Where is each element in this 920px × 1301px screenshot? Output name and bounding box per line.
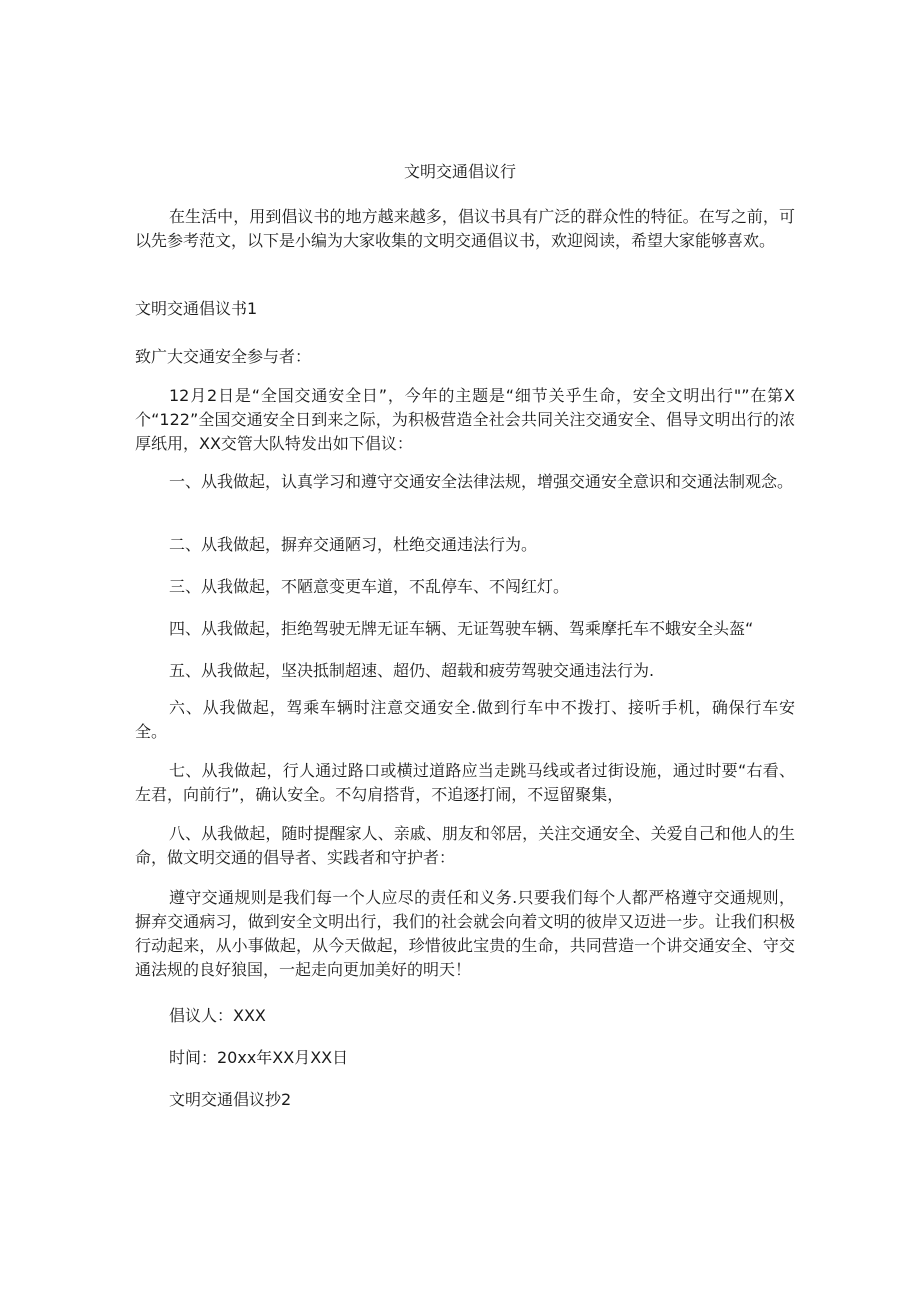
item-2: 二、从我做起，摒弃交通陋习，杜绝交通违法行为。 — [169, 535, 538, 554]
document-title: 文明交通倡议行 — [403, 162, 516, 181]
section-heading-2: 文明交通倡议抄2 — [169, 1090, 292, 1109]
signer: 倡议人：XXX — [169, 1006, 266, 1025]
item-4: 四、从我做起，拒绝驾驶无牌无证车辆、无证驾驶车辆、驾乘摩托车不蛾安全头盔“ — [169, 619, 754, 638]
date: 时间：20xx年XX月XX日 — [169, 1048, 349, 1067]
salutation: 致广大交通安全参与者： — [135, 347, 312, 366]
section-heading-1: 文明交通倡议书1 — [135, 299, 258, 318]
item-8: 八、从我做起，随时提醒家人、亲戚、朋友和邻居，关注交通安全、关爱自己和他人的生命，做文明交通的倡导者、实践者和守护者： — [135, 824, 795, 867]
item-6: 六、从我做起，驾乘车辆时注意交通安全.做到行车中不拨打、接听手机，确保行车安全。 — [135, 698, 795, 741]
item-5: 五、从我做起，坚决抵制超速、超仍、超载和疲劳驾驶交通违法行为. — [169, 661, 655, 680]
closing-paragraph: 遵守交通规则是我们每一个人应尽的责任和义务.只要我们每个人都严格遵守交通规则，摒弃交通病习，做到安全文明出行，我们的社会就会向着文明的彼岸又迈进一步。让我们积极行动起来，从小事做起，从今天做起，珍惜彼此宝贵的生命，共同营造一个讲交通安全、守交通法规的良好狼国，一起走向更加美好的明天！ — [135, 888, 795, 979]
item-7: 七、从我做起，行人通过路口或横过道路应当走跳马线或者过街设施，通过时要“右看、左君，向前行”，确认安全。不勾肩搭背，不追逐打闹，不逗留聚集， — [135, 761, 795, 804]
item-1: 一、从我做起，认真学习和遵守交通安全法律法规，增强交通安全意识和交通法制观念。 — [169, 472, 794, 491]
item-3: 三、从我做起，不陋意变更车道，不乱停车、不闯红灯。 — [169, 577, 570, 596]
intro-paragraph: 在生活中，用到倡议书的地方越来越多，倡议书具有广泛的群众性的特征。在写之前，可以先参考范文，以下是小编为大家收集的文明交通倡议书，欢迎阅读，希望大家能够喜欢。 — [135, 207, 795, 250]
opening-paragraph: 12月2日是“全国交通安全日”，今年的主题是“细节关乎生命，安全文明出行"”在第X个“122”全国交通安全日到来之际，为积极营造全社会共同关注交通安全、倡导文明出行的浓厚纸用，XX交管大队特发出如下倡议： — [135, 386, 795, 453]
